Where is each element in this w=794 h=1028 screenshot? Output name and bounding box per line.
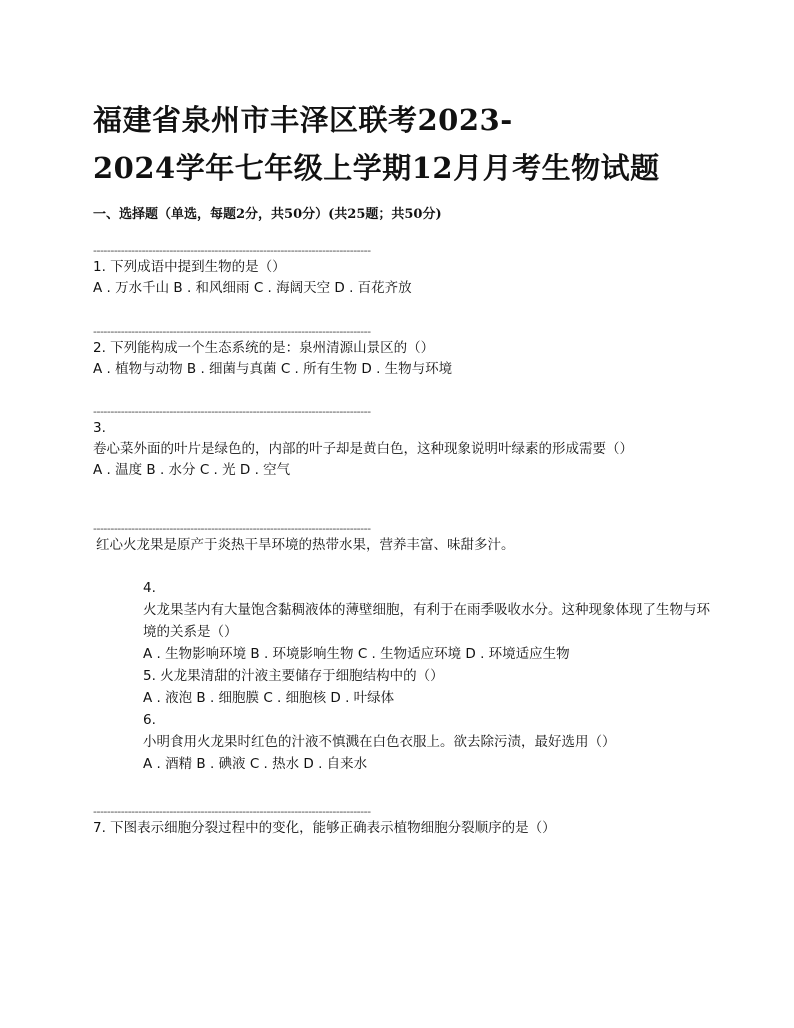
question-6-options: A . 酒精 B . 碘液 C . 热水 D . 自来水 xyxy=(143,756,368,772)
question-group xyxy=(93,523,713,556)
question-4-stem: 火龙果茎内有大量饱含黏稠液体的薄壁细胞，有利于在雨季吸收水分。这种现象体现了生物与环境的关系是（） xyxy=(143,602,710,640)
question-7 xyxy=(93,806,713,839)
question-1-stem: 1. 下列成语中提到生物的是（） xyxy=(93,259,286,275)
separator-line: -------------------------------------------------------------------------------- xyxy=(93,326,371,338)
question-2 xyxy=(93,326,713,380)
question-6-stem: 小明食用火龙果时红色的汁液不慎溅在白色衣服上。欲去除污渍，最好选用（） xyxy=(143,734,616,750)
question-3-number: 3. xyxy=(93,420,106,436)
question-3-stem: 卷心菜外面的叶片是绿色的，内部的叶子却是黄白色，这种现象说明叶绿素的形成需要（） xyxy=(93,441,633,457)
question-7-stem: 7. 下图表示细胞分裂过程中的变化，能够正确表示植物细胞分裂顺序的是（） xyxy=(93,820,556,836)
separator-line: -------------------------------------------------------------------------------- xyxy=(93,406,371,418)
question-6-number: 6. xyxy=(143,712,156,728)
separator-line: -------------------------------------------------------------------------------- xyxy=(93,806,371,818)
question-3-options: A . 温度 B . 水分 C . 光 D . 空气 xyxy=(93,462,291,478)
group-intro: 红心火龙果是原产于炎热干旱环境的热带水果，营养丰富、味甜多汁。 xyxy=(96,537,515,553)
title-line-2: 2024学年七年级上学期12月月考生物试题 xyxy=(93,151,660,185)
document-title xyxy=(93,96,733,192)
question-4-options: A . 生物影响环境 B . 环境影响生物 C . 生物适应环境 D . 环境适应生物 xyxy=(143,646,570,662)
group-subquestions xyxy=(143,577,723,775)
question-1 xyxy=(93,245,713,299)
section-heading: 一、选择题（单选，每题2分，共50分）(共25题；共50分) xyxy=(93,207,442,222)
question-5-stem: 5. 火龙果清甜的汁液主要储存于细胞结构中的（） xyxy=(143,668,444,684)
question-1-options: A . 万水千山 B . 和风细雨 C . 海阔天空 D . 百花齐放 xyxy=(93,280,412,296)
separator-line: -------------------------------------------------------------------------------- xyxy=(93,523,371,535)
question-5-options: A . 液泡 B . 细胞膜 C . 细胞核 D . 叶绿体 xyxy=(143,690,395,706)
question-2-stem: 2. 下列能构成一个生态系统的是：泉州清源山景区的（） xyxy=(93,340,435,356)
title-line-1: 福建省泉州市丰泽区联考2023- xyxy=(93,103,513,137)
separator-line: -------------------------------------------------------------------------------- xyxy=(93,245,371,257)
question-4-number: 4. xyxy=(143,580,156,596)
question-3 xyxy=(93,406,713,481)
question-2-options: A . 植物与动物 B . 细菌与真菌 C . 所有生物 D . 生物与环境 xyxy=(93,361,453,377)
